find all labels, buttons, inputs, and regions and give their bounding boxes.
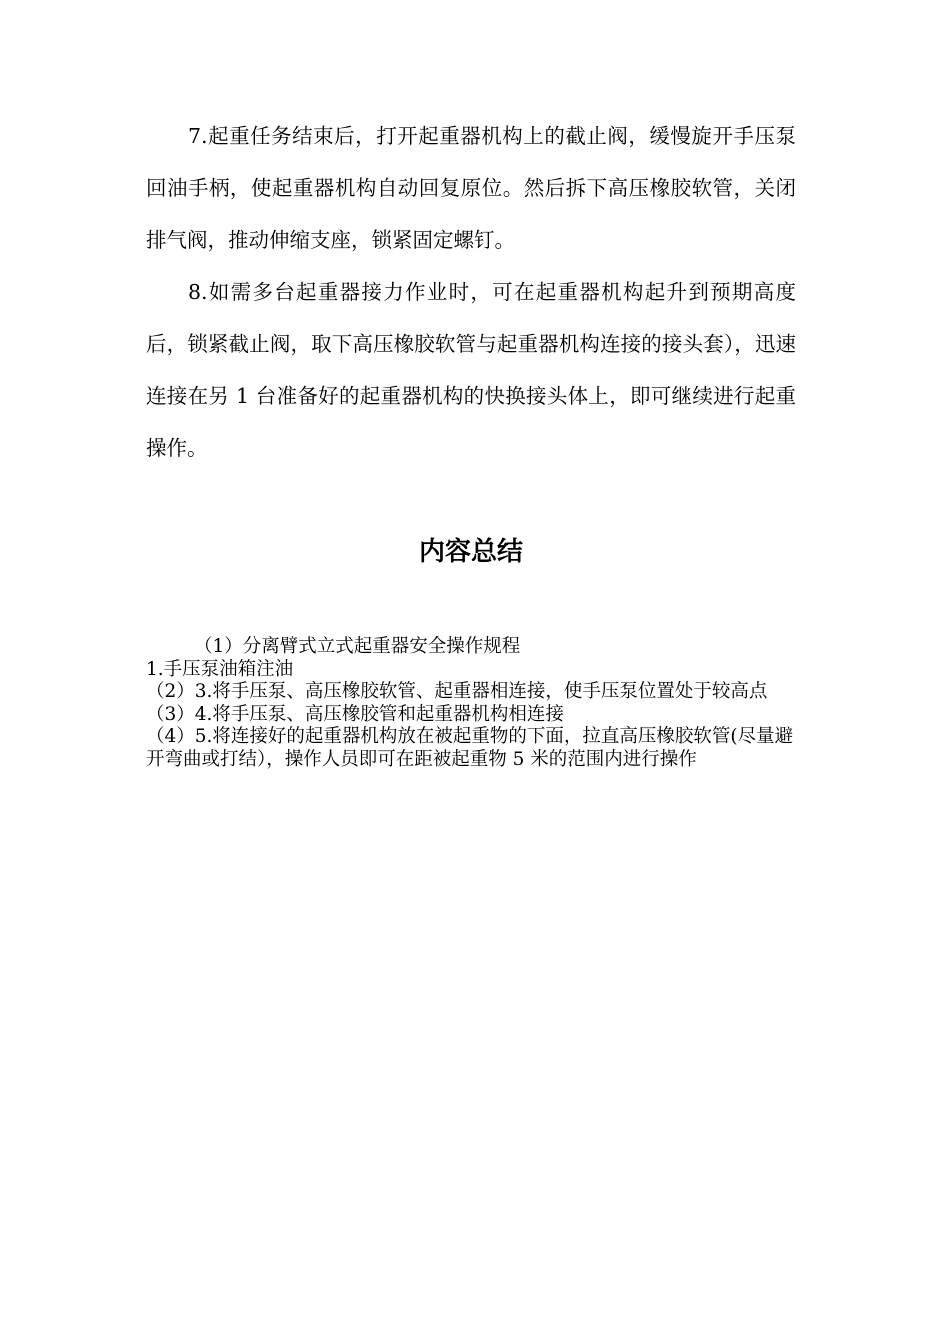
summary-title: 内容总结: [418, 537, 523, 567]
summary-line: （1）分离臂式立式起重器安全操作规程: [194, 636, 521, 657]
summary-line: （2）3.将手压泵、高压橡胶软管、起重器相连接，使手压泵位置处于较高点: [146, 681, 768, 702]
summary-line: 1.手压泵油箱注油: [146, 658, 294, 680]
paragraph-step-7: 7.起重任务结束后，打开起重器机构上的截止阀，缓慢旋开手压泵回油手柄，使起重器机构自动回复原位。然后拆下高压橡胶软管，关闭排气阀，推动伸缩支座，锁紧固定螺钉。: [146, 124, 796, 252]
summary-section: [146, 636, 796, 771]
paragraph-step-8: 8.如需多台起重器接力作业时，可在起重器机构起升到预期高度后，锁紧截止阀，取下高压橡胶软管与起重器机构连接的接头套），迅速连接在另 1 台准备好的起重器机构的快换接头体上，即可继续进行起重操作。: [146, 280, 796, 460]
summary-line: （4）5.将连接好的起重器机构放在被起重物的下面，拉直高压橡胶软管(尽量避开弯曲或打结），操作人员即可在距被起重物 5 米的范围内进行操作: [146, 726, 794, 770]
summary-line: （3）4.将手压泵、高压橡胶管和起重器机构相连接: [146, 703, 564, 725]
